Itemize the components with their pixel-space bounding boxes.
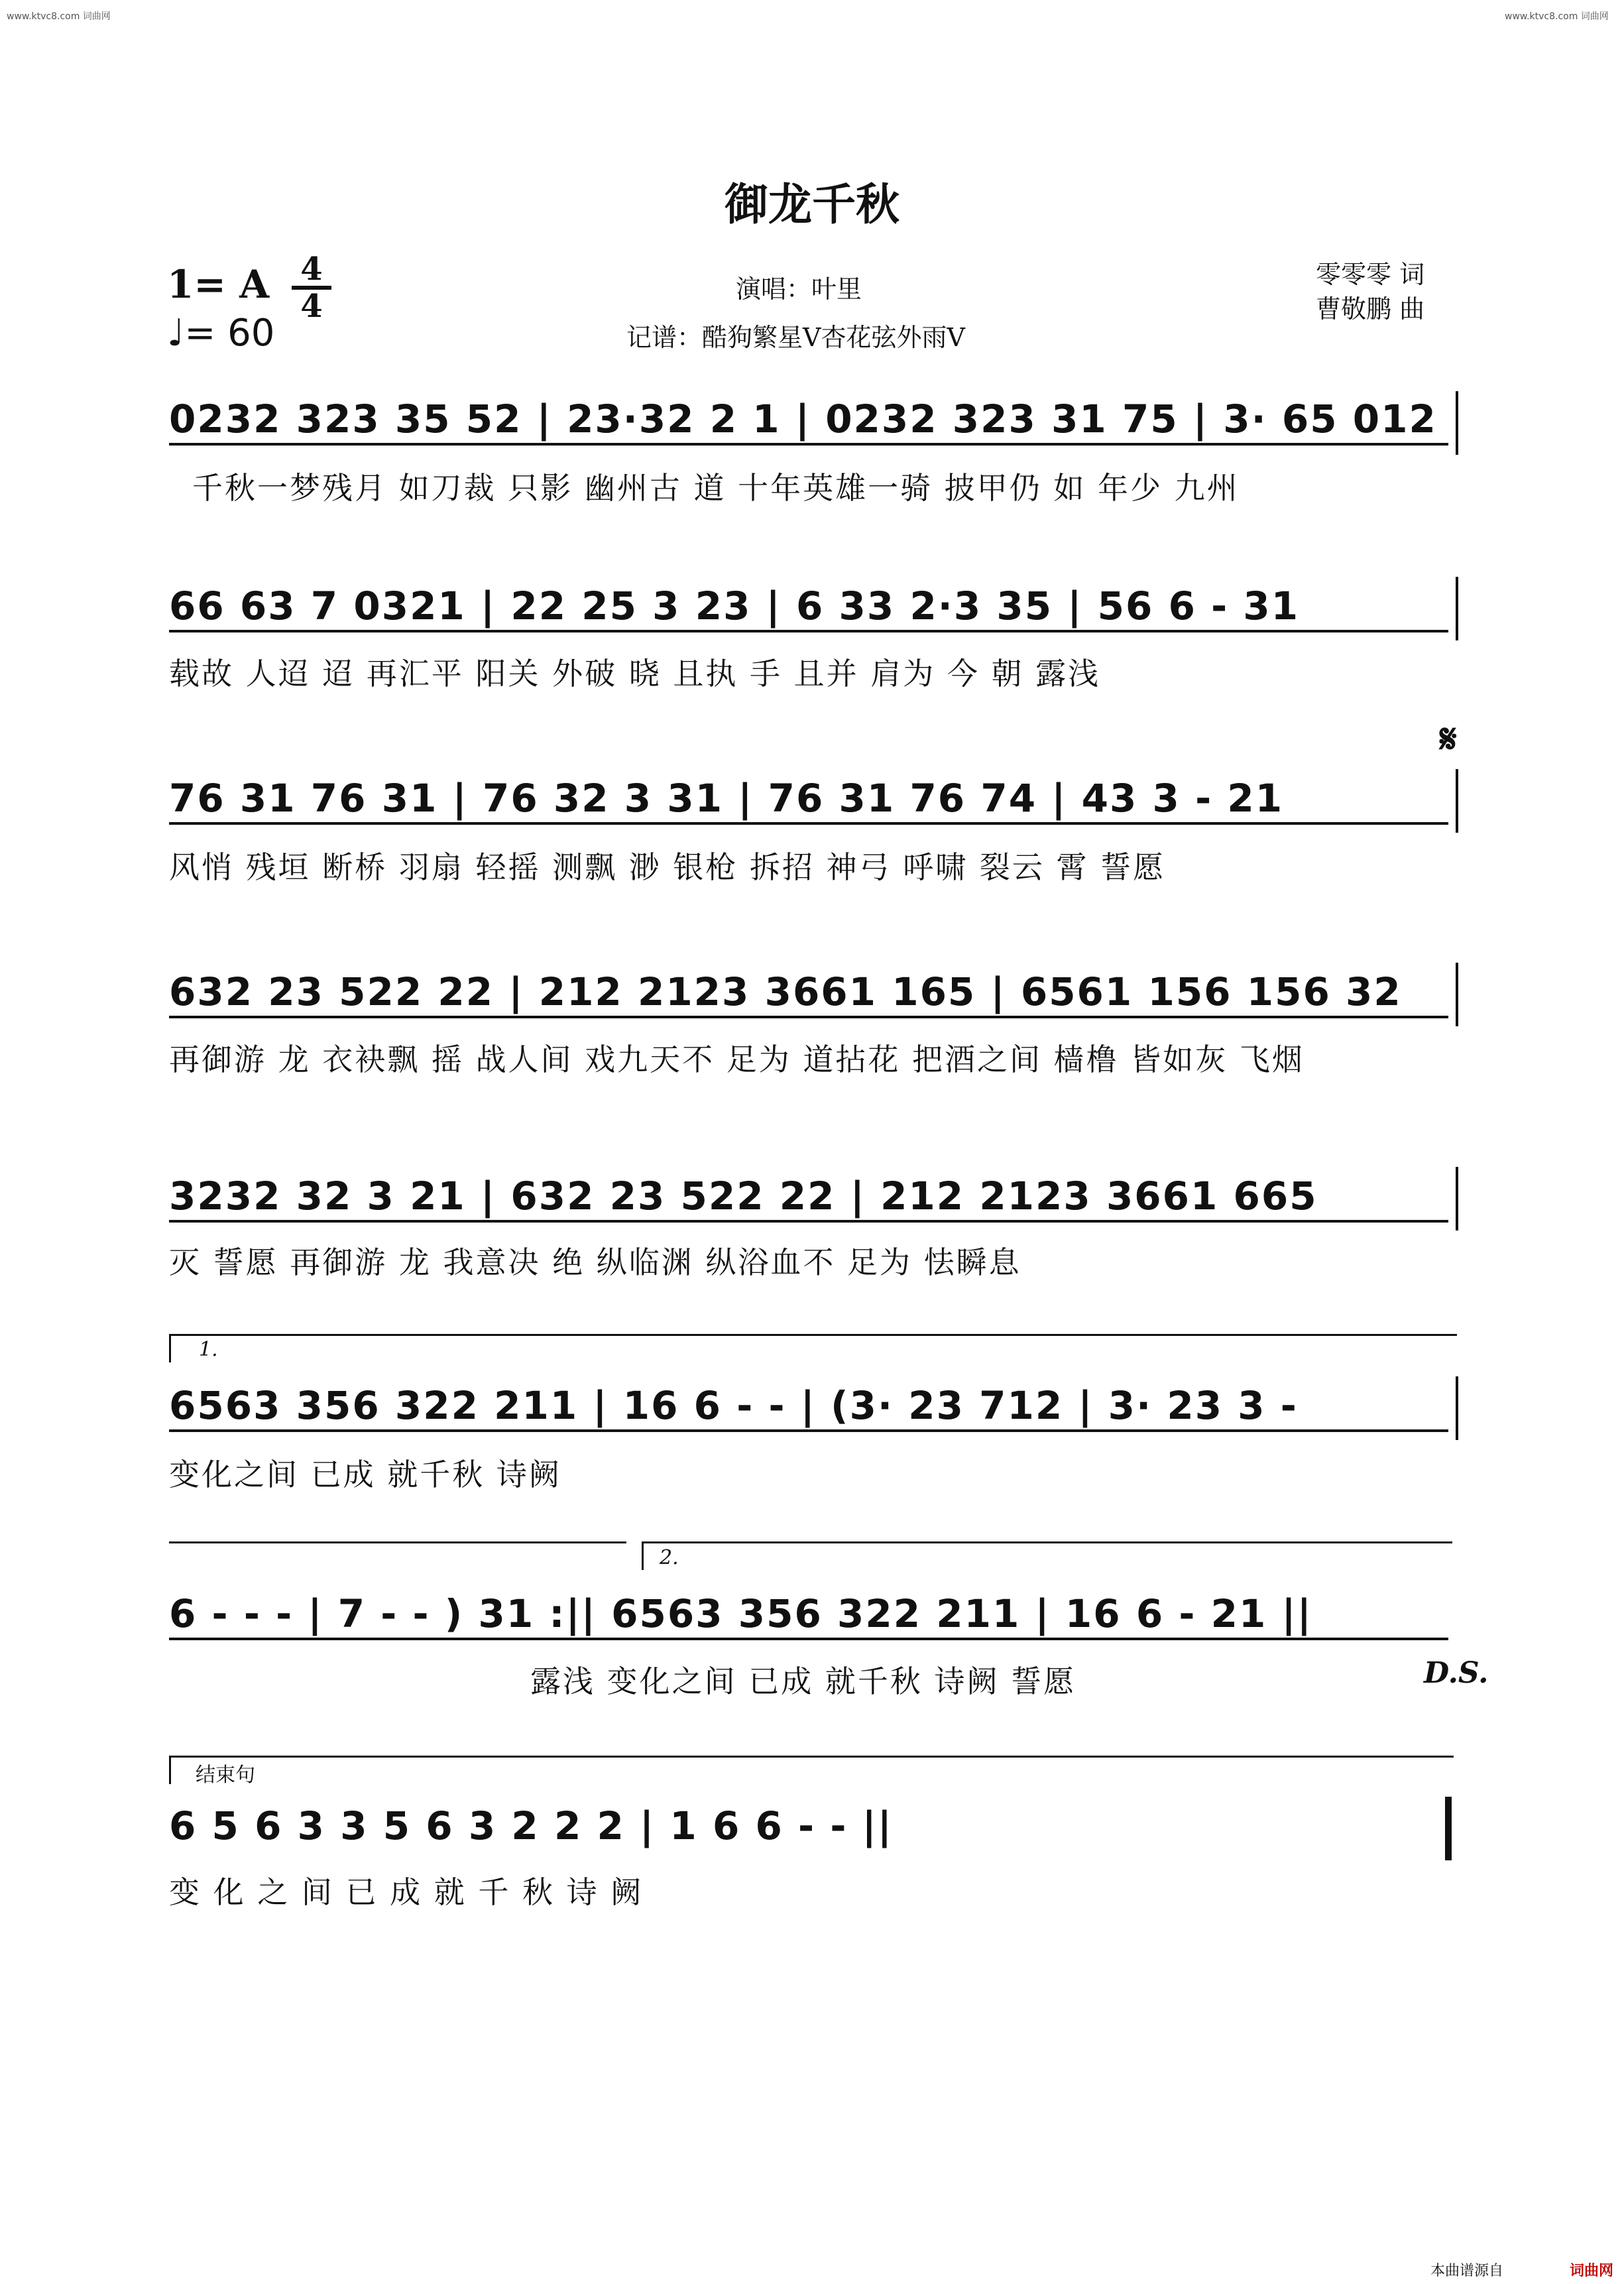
- lyrics-row-3: 风悄 残垣 断桥 羽扇 轻摇 测飘 渺 银枪 拆招 神弓 呼啸 裂云 霄 誓愿: [169, 849, 1166, 885]
- beam-line-row-7: [169, 1638, 1448, 1640]
- notation-row-8: 6 5 6 3 3 5 6 3 2 2 2 | 1 6 6 - - ||: [169, 1803, 893, 1848]
- lyrics-row-8: 变 化 之 间 已 成 就 千 秋 诗 阙: [169, 1874, 644, 1910]
- beam-line-row-6: [169, 1429, 1448, 1432]
- lyrics-row-7: 露浅 变化之间 已成 就千秋 诗阙 誓愿: [530, 1663, 1076, 1699]
- row-4-end-barline: [1456, 963, 1458, 1026]
- row-1-end-barline: [1456, 391, 1458, 455]
- tempo-marking: ♩= 60: [167, 312, 275, 355]
- transcriber-credit: 记谱：酷狗繁星V杏花弦外雨V: [626, 323, 965, 352]
- volta-2-label: 2.: [660, 1546, 679, 1569]
- footer-source-text: 本曲谱源自: [1430, 2263, 1504, 2279]
- coda-label: 结束句: [196, 1764, 255, 1787]
- dal-segno-marking: D.S.: [1424, 1656, 1489, 1690]
- beam-line-row-2: [169, 630, 1448, 632]
- volta-1-label: 1.: [199, 1338, 218, 1361]
- segno-sign: 𝄋: [1440, 716, 1457, 762]
- notation-row-4: 632 23 522 22 | 212 2123 3661 165 | 6561 156 156 32: [169, 969, 1402, 1014]
- notation-row-5: 3232 32 3 21 | 632 23 522 22 | 212 2123 3661 665: [169, 1173, 1318, 1219]
- site-mark-left: www.ktvc8.com 词曲网: [7, 11, 111, 22]
- row-6-end-barline: [1456, 1376, 1458, 1440]
- beam-line-row-4: [169, 1016, 1448, 1018]
- notation-row-1: 0232 323 35 52 | 23·32 2 1 | 0232 323 31 75 | 3· 65 012: [169, 396, 1437, 442]
- row-5-end-barline: [1456, 1167, 1458, 1231]
- volta-row-top-line: [169, 1541, 626, 1543]
- notation-row-2: 66 63 7 0321 | 22 25 3 23 | 6 33 2·3 35 | 56 6 - 31: [169, 583, 1300, 629]
- lyrics-row-5: 灭 誓愿 再御游 龙 我意决 绝 纵临渊 纵浴血不 足为 怯瞬息: [169, 1244, 1021, 1280]
- notation-row-7: 6 - - - | 7 - - ) 31 :|| 6563 356 322 211 | 16 6 - 21 ||: [169, 1591, 1312, 1636]
- row-3-end-barline: [1456, 769, 1458, 833]
- final-barline: [1445, 1797, 1452, 1860]
- left-margin-strip: [3, 66, 12, 2241]
- beam-line-row-3: [169, 822, 1448, 825]
- composer-credit: 曹敬鹏 曲: [1316, 294, 1425, 324]
- beam-line-row-1: [169, 443, 1448, 446]
- time-signature-top: 4: [300, 251, 323, 288]
- notation-row-3: 76 31 76 31 | 76 32 3 31 | 76 31 76 74 | 43 3 - 21: [169, 776, 1284, 821]
- time-signature: [292, 251, 331, 325]
- site-mark-right: www.ktvc8.com 词曲网: [1505, 11, 1609, 22]
- beam-line-row-5: [169, 1220, 1448, 1223]
- footer-site-logo: 词曲网: [1570, 2263, 1614, 2279]
- row-2-end-barline: [1456, 577, 1458, 640]
- lyrics-row-1: 千秋一梦残月 如刀裁 只影 幽州古 道 十年英雄一骑 披甲仍 如 年少 九州: [192, 470, 1240, 506]
- right-margin-strip: [1612, 66, 1621, 2241]
- coda-bracket: [169, 1756, 1454, 1784]
- lyricist-credit: 零零零 词: [1316, 260, 1425, 289]
- volta-2-bracket: [642, 1541, 1452, 1570]
- lyrics-row-2: 载故 人迢 迢 再汇平 阳关 外破 晓 且执 手 且并 肩为 今 朝 露浅: [169, 656, 1101, 691]
- time-signature-bottom: 4: [300, 288, 323, 325]
- lyrics-row-4: 再御游 龙 衣袂飘 摇 战人间 戏九天不 足为 道拈花 把酒之间 樯橹 皆如灰 飞烟: [169, 1042, 1305, 1077]
- song-title: 御龙千秋: [725, 179, 899, 230]
- notation-row-6: 6563 356 322 211 | 16 6 - - | (3· 23 712 | 3· 23 3 -: [169, 1383, 1298, 1428]
- key-signature: 1= A: [167, 262, 270, 307]
- lyrics-row-6: 变化之间 已成 就千秋 诗阙: [169, 1457, 561, 1492]
- singer-credit: 演唱：叶里: [736, 274, 862, 304]
- volta-1-bracket: [169, 1334, 1457, 1362]
